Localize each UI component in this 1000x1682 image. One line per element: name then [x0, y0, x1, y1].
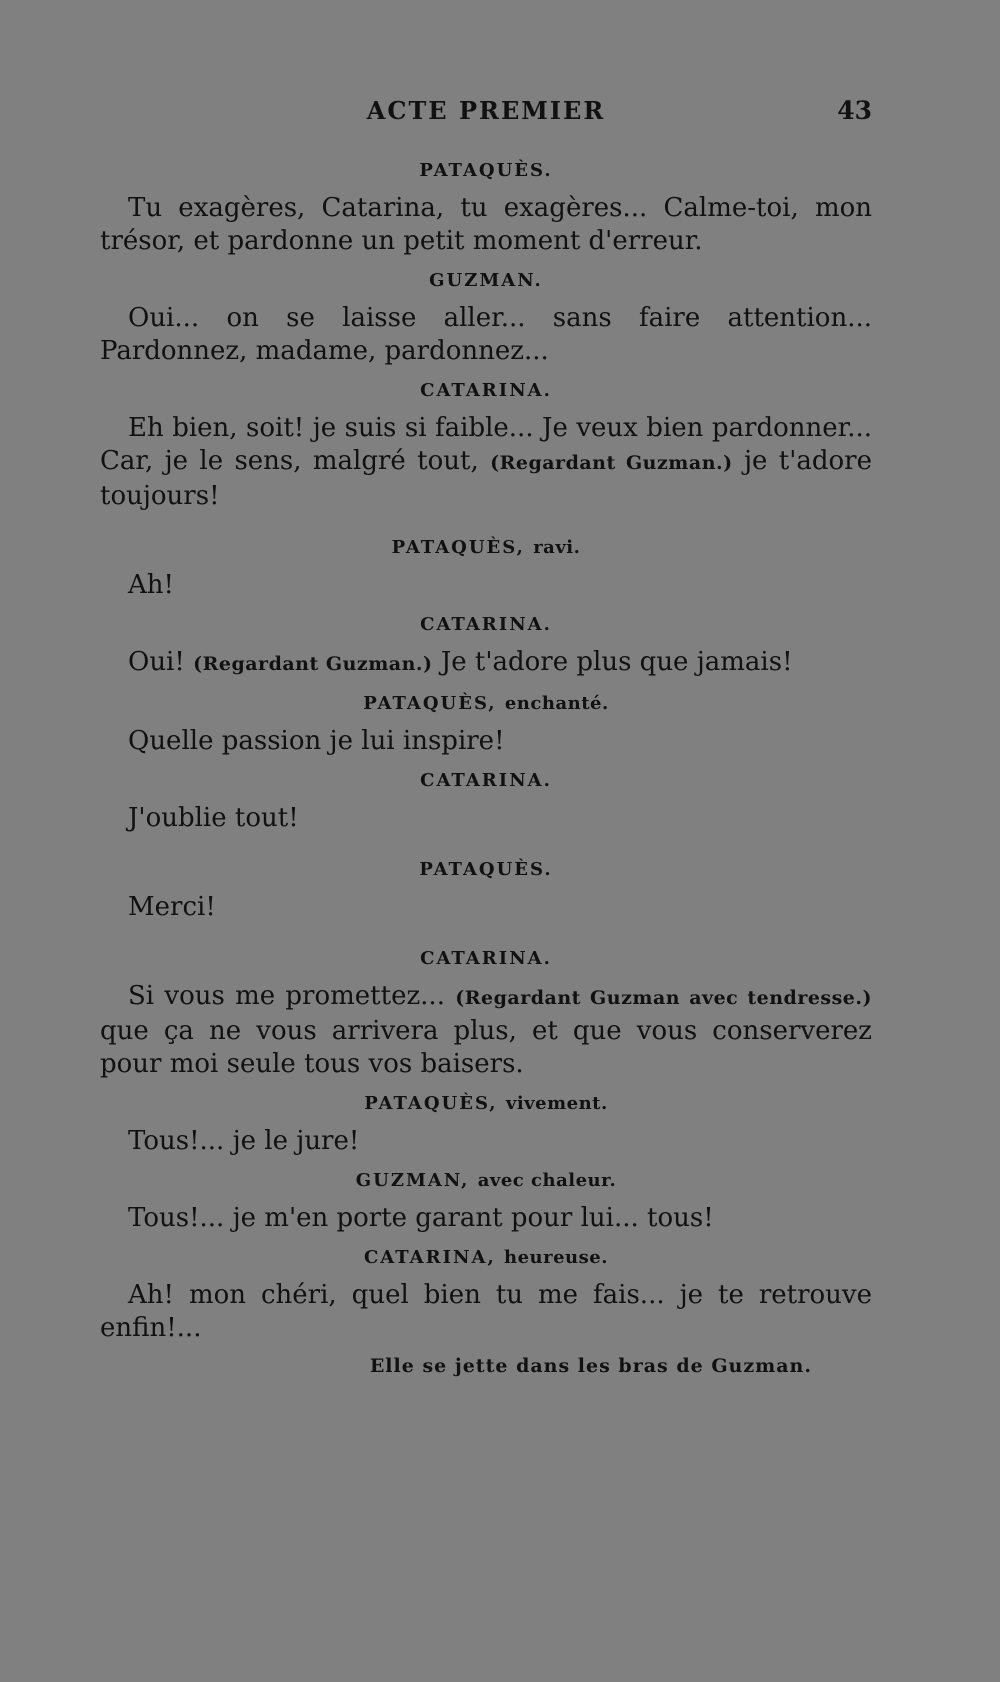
- aside-direction: (Regardant Guzman.): [490, 452, 733, 474]
- speaker-name: PATAQUÈS, vivement.: [364, 1093, 608, 1114]
- speaker-name: CATARINA.: [420, 770, 552, 791]
- speaker-name: PATAQUÈS, ravi.: [391, 537, 581, 558]
- aside-direction: (Regardant Guzman avec tendresse.): [455, 987, 872, 1009]
- speaker-name: GUZMAN.: [429, 270, 543, 291]
- speaker-name: PATAQUÈS, enchanté.: [363, 693, 609, 714]
- speaker-direction: heureuse.: [504, 1247, 609, 1268]
- speaker-name: CATARINA.: [420, 948, 552, 969]
- speaker-name: CATARINA.: [420, 614, 552, 635]
- page-number: 43: [837, 96, 872, 125]
- dialogue-line: Merci!: [128, 892, 216, 922]
- aside-direction: (Regardant Guzman.): [193, 653, 433, 675]
- speaker-name: CATARINA, heureuse.: [363, 1247, 609, 1268]
- speaker-name: GUZMAN, avec chaleur.: [355, 1170, 617, 1191]
- speaker-direction: vivement.: [505, 1093, 608, 1114]
- dialogue-line: Oui! (Regardant Guzman.) Je t'adore plus que jamais!: [128, 647, 793, 677]
- dialogue-line: Tous!... je m'en porte garant pour lui... tous!: [128, 1203, 714, 1233]
- dialogue-line: Oui... on se laisse aller... sans faire attention... Pardonnez, madame, pardonnez...: [100, 303, 872, 366]
- dialogue-line: Quelle passion je lui inspire!: [128, 726, 505, 756]
- dialogue-line: Tu exagères, Catarina, tu exagères... Calme-toi, mon trésor, et pardonne un petit moment d'erreur.: [100, 193, 872, 256]
- dialogue-line: Si vous me promettez... (Regardant Guzman avec tendresse.) que ça ne vous arrivera plus, et que vous conserverez pour moi seule tous vos baisers.: [100, 981, 872, 1079]
- speaker-name: PATAQUÈS.: [419, 859, 553, 880]
- running-head: [100, 96, 872, 136]
- dialogue-line: Eh bien, soit! je suis si faible... Je veux bien pardonner... Car, je le sens, malgré tout, (Regardant Guzman.) je t'adore toujours!: [100, 413, 872, 511]
- speaker-direction: ravi.: [533, 537, 581, 558]
- dialogue-line: Tous!... je le jure!: [128, 1126, 360, 1156]
- dialogue-line: Ah!: [128, 570, 174, 600]
- dialogue-line: Ah! mon chéri, quel bien tu me fais... je te retrouve enfin!...: [100, 1280, 872, 1343]
- running-title: ACTE PREMIER: [366, 96, 606, 125]
- speaker-direction: enchanté.: [504, 693, 609, 714]
- dialogue-text: [100, 150, 872, 1377]
- speaker-name: CATARINA.: [420, 380, 552, 401]
- speaker-name: PATAQUÈS.: [419, 160, 553, 181]
- stage-direction: Elle se jette dans les bras de Guzman.: [369, 1355, 812, 1377]
- speaker-direction: avec chaleur.: [477, 1170, 617, 1191]
- dialogue-line: J'oublie tout!: [128, 803, 299, 833]
